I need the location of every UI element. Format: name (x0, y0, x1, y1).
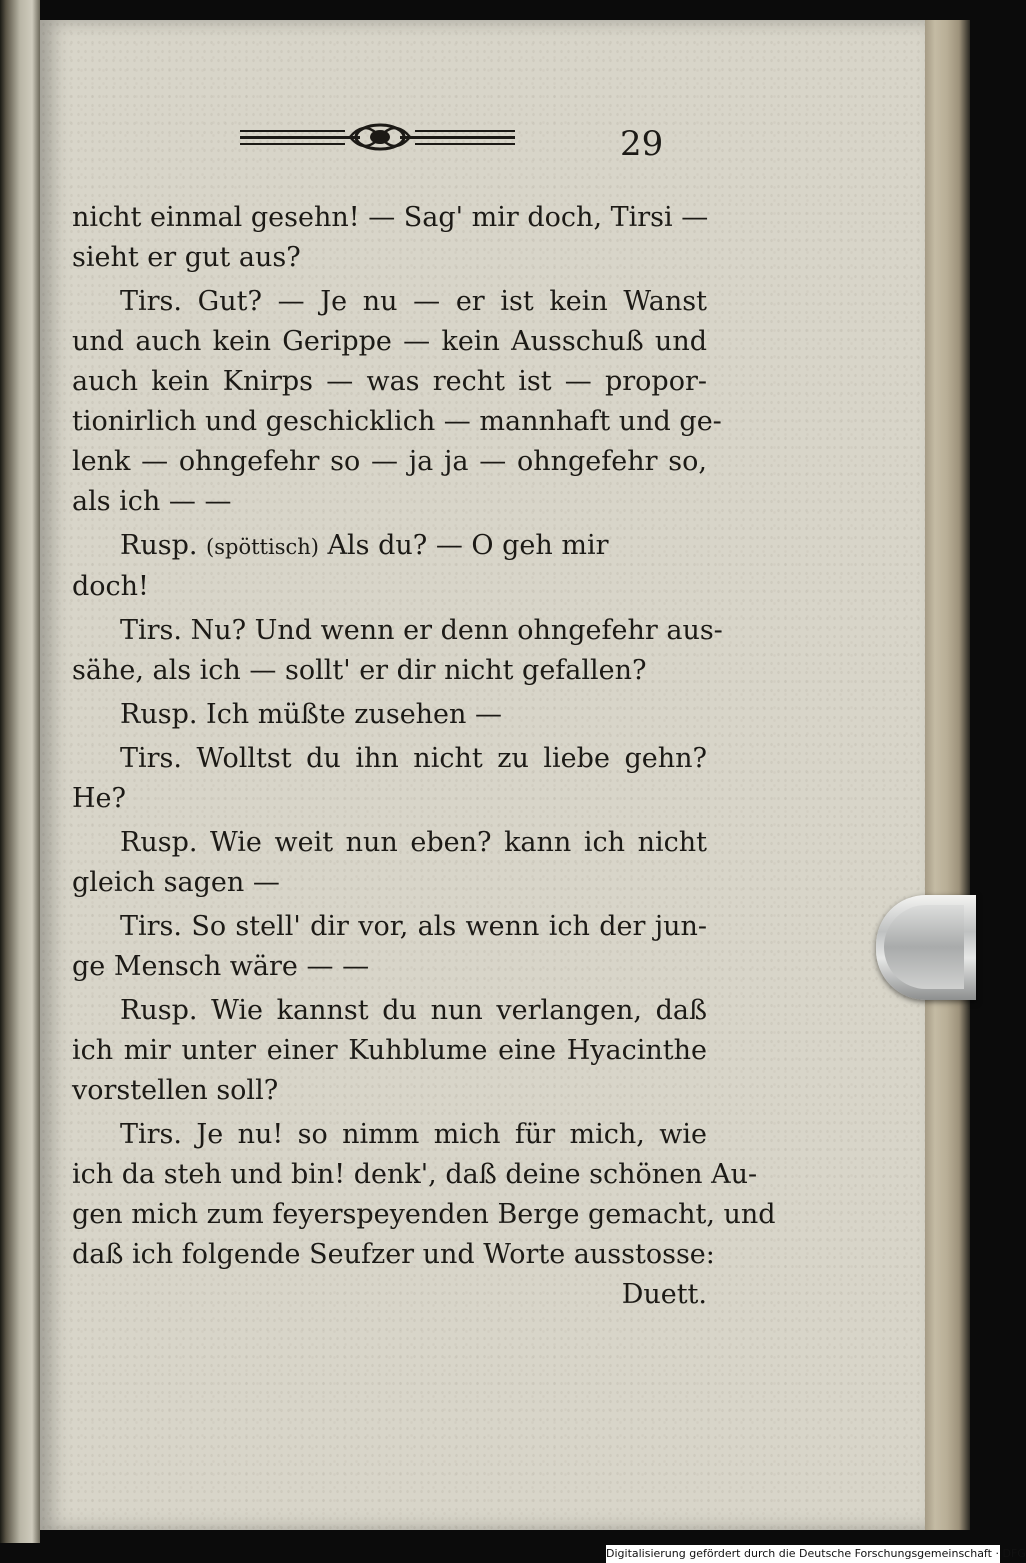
text-line: Rusp. Wie weit nun eben? kann ich nicht (120, 827, 707, 858)
text-line: He? (72, 783, 126, 814)
digitization-footer: Digitalisierung gefördert durch die Deutsche Forschungsgemeinschaft · DFG (606, 1545, 1000, 1563)
text-line: auch kein Knirps — was recht ist — propor- (72, 366, 707, 397)
text-line: ich mir unter einer Kuhblume eine Hyacinthe (72, 1035, 707, 1066)
text-line: Tirs. Wolltst du ihn nicht zu liebe gehn? (120, 743, 707, 774)
text-line: sähe, als ich — sollt' er dir nicht gefallen? (72, 655, 647, 686)
text-line: vorstellen soll? (72, 1075, 279, 1106)
text-line: gleich sagen — (72, 867, 280, 898)
text-line: lenk — ohngefehr so — ja ja — ohngefehr so, (72, 446, 707, 477)
text-line: Tirs. Nu? Und wenn er denn ohngefehr aus- (120, 615, 723, 646)
stage-direction: (spöttisch) (206, 535, 319, 559)
footer-text: Digitalisierung gefördert durch die Deutsche Forschungsgemeinschaft (606, 1547, 992, 1560)
body-text (72, 198, 776, 1315)
text-line: Tirs. Gut? — Je nu — er ist kein Wanst (120, 286, 707, 317)
text-line: Rusp. Ich müßte zusehen — (120, 699, 503, 730)
text-line: ge Mensch wäre — — (72, 951, 370, 982)
text-line: gen mich zum feyerspeyenden Berge gemacht, und (72, 1199, 776, 1230)
page-clip (876, 895, 976, 1000)
text-line: tionirlich und geschicklich — mannhaft und ge- (72, 406, 722, 437)
page-stack-edge (925, 20, 970, 1530)
text-line (72, 526, 707, 567)
text-line: doch! (72, 571, 149, 602)
text-line: als ich — — (72, 486, 232, 517)
ornament-icon (200, 117, 520, 159)
text-line: Tirs. So stell' dir vor, als wenn ich der jun- (120, 911, 707, 942)
page-number: 29 (620, 124, 664, 164)
dfg-logo: DFG (1002, 1547, 1026, 1560)
text-line: ich da steh und bin! denk', daß deine schönen Au- (72, 1159, 758, 1190)
speaker-label: Rusp. (120, 530, 198, 561)
text-line: nicht einmal gesehn! — Sag' mir doch, Tirsi — (72, 202, 709, 233)
text-line: Rusp. Wie kannst du nun verlangen, daß (120, 995, 707, 1026)
text-line: und auch kein Gerippe — kein Ausschuß und (72, 326, 707, 357)
left-page-edge (0, 0, 40, 1543)
page-clip-inner (884, 905, 964, 989)
text-line: Tirs. Je nu! so nimm mich für mich, wie (120, 1119, 707, 1150)
catchword: Duett. (621, 1279, 707, 1310)
text-line: daß ich folgende Seufzer und Worte ausstosse: (72, 1239, 715, 1270)
speech-text: Als du? — O geh mir (327, 530, 609, 561)
text-line: sieht er gut aus? (72, 242, 301, 273)
